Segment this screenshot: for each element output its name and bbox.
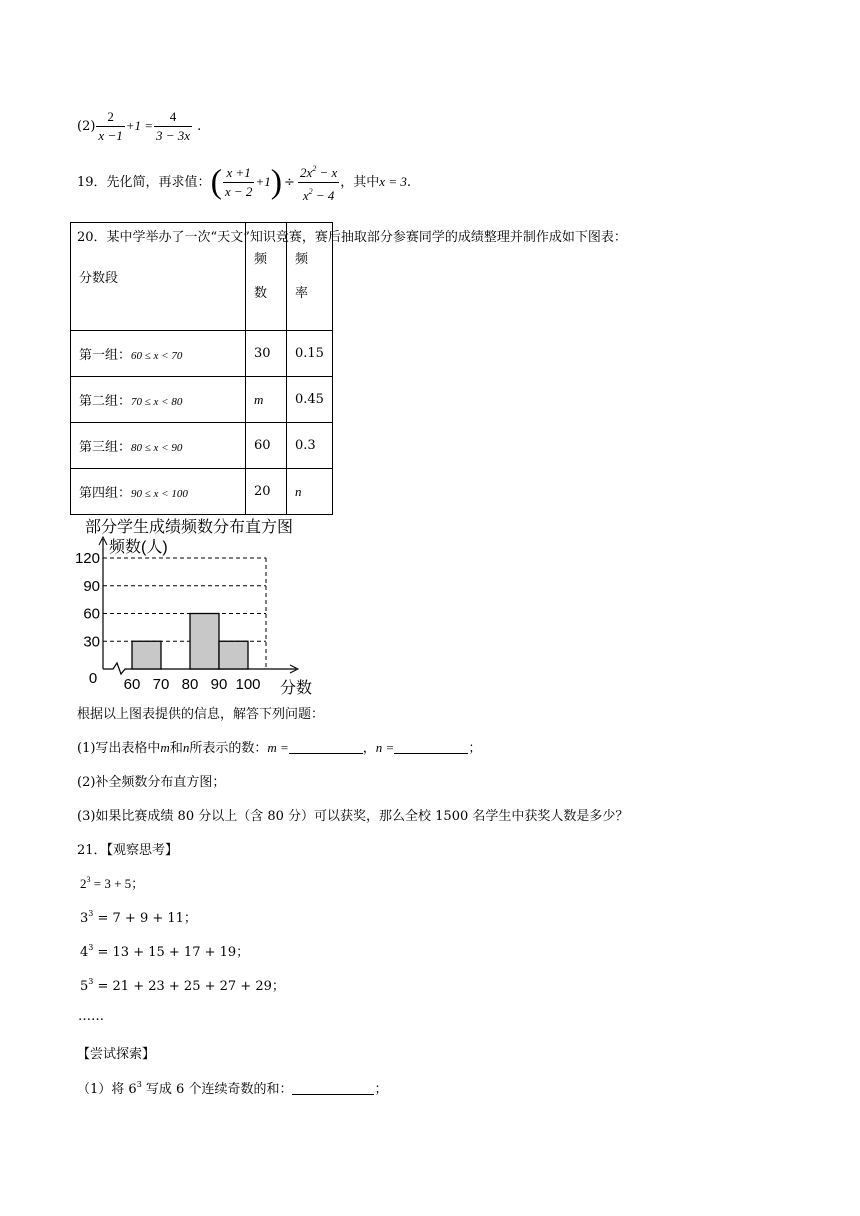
fraction: $\frac{2}{x -1}$ — [98, 109, 123, 143]
q20-part3: (3)如果比赛成绩 80 分以上（含 80 分）可以获奖，那么全校 1500 名学生中获奖人数是多少？ — [77, 809, 629, 824]
table-row: 第四组：90 ≤ x < 100 20 n — [71, 469, 333, 515]
x-tick-label: 80 — [181, 676, 199, 693]
q20-part1: (1)写出表格中m和n所表示的数：m = ，n = ； — [77, 740, 482, 756]
x-tick-label: 60 — [123, 676, 141, 693]
condition: x = 3 — [379, 174, 407, 189]
q18-part2-label: (2) — [77, 119, 96, 134]
answer-blank-explore[interactable] — [292, 1094, 374, 1095]
x-tick-label: 90 — [210, 676, 228, 693]
origin-label: 0 — [88, 670, 98, 687]
fraction: $\frac{x +1}{x - 2}$ — [224, 165, 253, 199]
table-header-row — [71, 223, 333, 331]
section-title: 【观察思考】 — [106, 843, 179, 858]
q18-part2: (2) $\frac{2}{x -1}$ +1 = $\frac{4}{3 - 3x}$ . — [77, 109, 202, 143]
x-axis-label: 分数 — [280, 680, 313, 697]
frequency-table — [70, 222, 333, 515]
cube-line: $5^3 = 21 + 23 + 25 + 27 + 29$； — [80, 977, 285, 994]
table-header-cell: 分数段 — [71, 223, 246, 331]
q20-intro: 根据以上图表提供的信息，解答下列问题： — [77, 707, 325, 722]
explore-part1: （1）将 $6^3$ 写成 6 个连续奇数的和： ； — [77, 1080, 388, 1097]
cube-line: $3^3 = 7 + 9 + 11$； — [80, 909, 197, 926]
y-tick-label: 60 — [83, 605, 100, 623]
ellipsis: …… — [78, 1009, 104, 1024]
question-19: 19．先化简，再求值：( $\frac{x +1}{x - 2}$ +1) ÷ $\frac{2x^2 - x}{x^2 - 4}$ ，其中x = 3. — [77, 160, 411, 205]
histogram-bar — [132, 641, 161, 669]
chart-title: 部分学生成绩频数分布直方图 — [85, 517, 294, 536]
question-21 — [77, 839, 178, 858]
table-header-cell: 频 数 — [246, 223, 287, 331]
y-tick-label: 120 — [74, 550, 100, 567]
question-number: 20． — [77, 230, 107, 245]
plus-one: +1 = — [125, 118, 154, 133]
fraction: $\frac{4}{3 - 3x}$ — [156, 109, 191, 143]
q20-part2: (2)补全频数分布直方图； — [77, 775, 226, 790]
cube-line: $4^3 = 13 + 15 + 17 + 19$； — [80, 943, 250, 960]
question-text: 先化简，再求值： — [106, 175, 211, 190]
cube-line: $2^3 = 3 + 5$； — [80, 875, 145, 891]
fraction: $\frac{2x^2 - x}{x^2 - 4}$ — [298, 160, 339, 205]
explore-title: 【尝试探索】 — [77, 1047, 156, 1062]
question-number: 21． — [77, 843, 107, 858]
y-axis-label: 频数(人) — [109, 539, 168, 556]
question-text: 某中学举办了一次“天文”知识竞赛，赛后抽取部分参赛同学的成绩整理并制作成如下图表： — [106, 230, 627, 245]
histogram-bar — [219, 641, 248, 669]
table-header-cell: 频 率 — [287, 223, 333, 331]
table-row: 第一组：60 ≤ x < 70 30 0.15 — [71, 331, 333, 377]
answer-blank-m[interactable] — [289, 753, 363, 754]
y-tick-label: 30 — [83, 633, 100, 651]
y-tick-label: 90 — [83, 577, 100, 595]
question-number: 19． — [77, 175, 107, 190]
x-tick-label: 70 — [152, 676, 170, 693]
x-tick-label: 100 — [235, 676, 261, 693]
table-row: 第三组：80 ≤ x < 90 60 0.3 — [71, 423, 333, 469]
histogram-chart — [70, 533, 330, 713]
answer-blank-n[interactable] — [394, 753, 468, 754]
table-row: 第二组：70 ≤ x < 80 m 0.45 — [71, 377, 333, 423]
histogram-bar — [190, 614, 219, 670]
